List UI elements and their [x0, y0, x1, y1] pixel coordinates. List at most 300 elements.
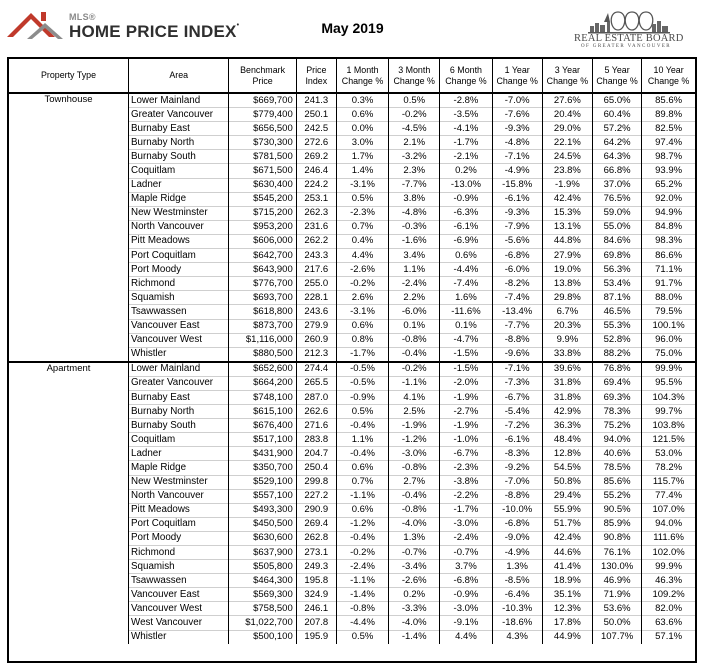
change-1-month-cell: 2.6%: [336, 291, 388, 305]
area-cell: Vancouver East: [129, 588, 229, 602]
price-index-cell: 242.5: [296, 122, 336, 136]
change-1-year-cell: -5.4%: [492, 405, 542, 419]
area-cell: Whistler: [129, 630, 229, 644]
change-5-year-cell: 53.4%: [593, 277, 642, 291]
change-6-month-cell: -2.8%: [440, 93, 492, 108]
change-1-year-cell: -6.0%: [492, 263, 542, 277]
change-3-month-cell: -4.8%: [389, 206, 440, 220]
benchmark-price-cell: $873,700: [229, 319, 296, 333]
change-1-month-cell: 4.4%: [336, 249, 388, 263]
change-1-year-cell: -18.6%: [492, 616, 542, 630]
area-cell: North Vancouver: [129, 489, 229, 503]
change-5-year-cell: 90.8%: [593, 531, 642, 545]
change-3-month-cell: 0.1%: [389, 319, 440, 333]
price-index-cell: 195.8: [296, 574, 336, 588]
change-3-year-cell: 48.4%: [542, 433, 592, 447]
change-10-year-cell: 82.5%: [642, 122, 695, 136]
change-6-month-cell: -4.1%: [440, 122, 492, 136]
price-index-cell: 262.8: [296, 531, 336, 545]
change-1-month-cell: -1.7%: [336, 347, 388, 362]
change-6-month-cell: 3.7%: [440, 560, 492, 574]
col-header-5-year: 5 Year Change %: [593, 59, 642, 93]
area-cell: Burnaby South: [129, 150, 229, 164]
change-5-year-cell: 40.6%: [593, 447, 642, 461]
change-5-year-cell: 90.5%: [593, 503, 642, 517]
change-3-year-cell: 23.8%: [542, 164, 592, 178]
change-5-year-cell: 60.4%: [593, 108, 642, 122]
change-5-year-cell: 88.2%: [593, 347, 642, 362]
area-cell: Maple Ridge: [129, 461, 229, 475]
price-index-cell: 217.6: [296, 263, 336, 277]
change-6-month-cell: -1.5%: [440, 347, 492, 362]
change-5-year-cell: 50.0%: [593, 616, 642, 630]
benchmark-price-cell: $450,500: [229, 517, 296, 531]
change-3-month-cell: -4.5%: [389, 122, 440, 136]
benchmark-price-cell: $880,500: [229, 347, 296, 362]
change-3-month-cell: 1.3%: [389, 531, 440, 545]
benchmark-price-cell: $500,100: [229, 630, 296, 644]
change-3-year-cell: 15.3%: [542, 206, 592, 220]
change-1-month-cell: 0.6%: [336, 503, 388, 517]
area-cell: Port Moody: [129, 531, 229, 545]
change-3-month-cell: -4.0%: [389, 616, 440, 630]
change-10-year-cell: 75.0%: [642, 347, 695, 362]
change-3-year-cell: 29.0%: [542, 122, 592, 136]
change-1-year-cell: 1.3%: [492, 560, 542, 574]
benchmark-price-cell: $464,300: [229, 574, 296, 588]
benchmark-price-cell: $517,100: [229, 433, 296, 447]
change-1-month-cell: -0.4%: [336, 531, 388, 545]
area-cell: Tsawwassen: [129, 574, 229, 588]
change-5-year-cell: 85.6%: [593, 475, 642, 489]
change-3-month-cell: -0.4%: [389, 489, 440, 503]
change-1-year-cell: -8.3%: [492, 447, 542, 461]
change-3-month-cell: -4.0%: [389, 517, 440, 531]
price-index-cell: 212.3: [296, 347, 336, 362]
benchmark-price-cell: $676,400: [229, 419, 296, 433]
change-3-month-cell: -3.3%: [389, 602, 440, 616]
benchmark-price-cell: $779,400: [229, 108, 296, 122]
benchmark-price-cell: $953,200: [229, 220, 296, 234]
change-1-month-cell: -3.1%: [336, 178, 388, 192]
area-cell: Burnaby East: [129, 122, 229, 136]
change-10-year-cell: 96.0%: [642, 333, 695, 347]
change-6-month-cell: -2.1%: [440, 150, 492, 164]
real-estate-board-logo: [574, 8, 684, 50]
change-1-month-cell: 0.5%: [336, 192, 388, 206]
change-6-month-cell: -6.3%: [440, 206, 492, 220]
change-3-month-cell: 2.1%: [389, 136, 440, 150]
change-1-year-cell: -9.3%: [492, 122, 542, 136]
price-index-cell: 204.7: [296, 447, 336, 461]
change-10-year-cell: 103.8%: [642, 419, 695, 433]
change-1-month-cell: 0.6%: [336, 461, 388, 475]
benchmark-price-cell: $730,300: [229, 136, 296, 150]
change-10-year-cell: 86.6%: [642, 249, 695, 263]
area-cell: Greater Vancouver: [129, 376, 229, 390]
area-cell: Coquitlam: [129, 433, 229, 447]
change-6-month-cell: -1.5%: [440, 362, 492, 377]
col-header-area: Area: [129, 59, 229, 93]
price-index-cell: 243.3: [296, 249, 336, 263]
change-6-month-cell: -13.0%: [440, 178, 492, 192]
change-3-year-cell: 17.8%: [542, 616, 592, 630]
change-6-month-cell: -3.5%: [440, 108, 492, 122]
board-subtitle: OF GREATER VANCOUVER: [580, 44, 672, 49]
area-cell: Richmond: [129, 277, 229, 291]
table-header-row: [9, 59, 695, 93]
change-10-year-cell: 95.5%: [642, 376, 695, 390]
change-6-month-cell: -2.2%: [440, 489, 492, 503]
change-5-year-cell: 66.8%: [593, 164, 642, 178]
change-1-year-cell: -7.4%: [492, 291, 542, 305]
change-6-month-cell: -11.6%: [440, 305, 492, 319]
change-1-month-cell: -0.9%: [336, 390, 388, 404]
benchmark-price-cell: $1,022,700: [229, 616, 296, 630]
change-1-year-cell: -7.3%: [492, 376, 542, 390]
area-cell: Tsawwassen: [129, 305, 229, 319]
price-index-cell: 287.0: [296, 390, 336, 404]
change-1-month-cell: -0.8%: [336, 602, 388, 616]
change-1-month-cell: 0.6%: [336, 108, 388, 122]
change-1-month-cell: 1.1%: [336, 433, 388, 447]
price-index-cell: 265.5: [296, 376, 336, 390]
change-5-year-cell: 69.4%: [593, 376, 642, 390]
change-6-month-cell: -3.8%: [440, 475, 492, 489]
area-cell: Pitt Meadows: [129, 503, 229, 517]
benchmark-price-cell: $642,700: [229, 249, 296, 263]
change-10-year-cell: 84.8%: [642, 220, 695, 234]
change-3-year-cell: 42.4%: [542, 531, 592, 545]
col-header-10-year: 10 Year Change %: [642, 59, 695, 93]
benchmark-price-cell: $618,800: [229, 305, 296, 319]
change-1-year-cell: -7.1%: [492, 150, 542, 164]
change-3-year-cell: 12.8%: [542, 447, 592, 461]
change-1-month-cell: 0.5%: [336, 405, 388, 419]
change-3-year-cell: 50.8%: [542, 475, 592, 489]
change-5-year-cell: 69.8%: [593, 249, 642, 263]
change-3-month-cell: 2.2%: [389, 291, 440, 305]
change-3-year-cell: 51.7%: [542, 517, 592, 531]
change-1-month-cell: -2.6%: [336, 263, 388, 277]
change-5-year-cell: 84.6%: [593, 234, 642, 248]
change-5-year-cell: 64.2%: [593, 136, 642, 150]
price-index-cell: 249.3: [296, 560, 336, 574]
change-3-month-cell: -0.8%: [389, 461, 440, 475]
change-3-year-cell: 44.6%: [542, 546, 592, 560]
change-1-month-cell: -0.2%: [336, 277, 388, 291]
area-cell: Port Coquitlam: [129, 517, 229, 531]
benchmark-price-cell: $656,500: [229, 122, 296, 136]
change-6-month-cell: -0.7%: [440, 546, 492, 560]
area-cell: New Westminster: [129, 206, 229, 220]
price-index-cell: 274.4: [296, 362, 336, 377]
change-5-year-cell: 46.5%: [593, 305, 642, 319]
change-3-year-cell: 33.8%: [542, 347, 592, 362]
change-6-month-cell: 4.4%: [440, 630, 492, 644]
change-3-month-cell: 3.4%: [389, 249, 440, 263]
change-3-year-cell: 9.9%: [542, 333, 592, 347]
change-1-year-cell: -9.3%: [492, 206, 542, 220]
change-6-month-cell: 0.2%: [440, 164, 492, 178]
change-5-year-cell: 78.5%: [593, 461, 642, 475]
change-1-month-cell: 3.0%: [336, 136, 388, 150]
logo-mark: •: [236, 22, 240, 29]
benchmark-price-cell: $606,000: [229, 234, 296, 248]
change-3-month-cell: -1.4%: [389, 630, 440, 644]
change-3-year-cell: 55.9%: [542, 503, 592, 517]
change-3-month-cell: -2.4%: [389, 277, 440, 291]
change-1-month-cell: -2.3%: [336, 206, 388, 220]
change-1-year-cell: -6.4%: [492, 588, 542, 602]
benchmark-price-cell: $557,100: [229, 489, 296, 503]
change-5-year-cell: 130.0%: [593, 560, 642, 574]
change-10-year-cell: 77.4%: [642, 489, 695, 503]
change-3-year-cell: -1.9%: [542, 178, 592, 192]
benchmark-price-cell: $431,900: [229, 447, 296, 461]
change-10-year-cell: 107.0%: [642, 503, 695, 517]
board-name: REAL ESTATE BOARD: [574, 33, 684, 44]
change-1-year-cell: -6.8%: [492, 249, 542, 263]
change-3-month-cell: -0.4%: [389, 347, 440, 362]
change-3-year-cell: 35.1%: [542, 588, 592, 602]
benchmark-price-cell: $669,700: [229, 93, 296, 108]
price-index-cell: 260.9: [296, 333, 336, 347]
change-10-year-cell: 89.8%: [642, 108, 695, 122]
change-5-year-cell: 75.2%: [593, 419, 642, 433]
change-5-year-cell: 52.8%: [593, 333, 642, 347]
change-5-year-cell: 76.8%: [593, 362, 642, 377]
change-6-month-cell: -2.7%: [440, 405, 492, 419]
col-header-1-month: 1 Month Change %: [336, 59, 388, 93]
change-5-year-cell: 55.0%: [593, 220, 642, 234]
change-5-year-cell: 57.2%: [593, 122, 642, 136]
benchmark-price-cell: $493,300: [229, 503, 296, 517]
change-5-year-cell: 53.6%: [593, 602, 642, 616]
change-1-year-cell: -8.8%: [492, 333, 542, 347]
change-1-year-cell: -7.0%: [492, 475, 542, 489]
change-1-month-cell: 0.3%: [336, 93, 388, 108]
price-index-cell: 271.6: [296, 419, 336, 433]
change-10-year-cell: 94.9%: [642, 206, 695, 220]
change-1-year-cell: -8.5%: [492, 574, 542, 588]
change-3-year-cell: 54.5%: [542, 461, 592, 475]
change-3-year-cell: 29.4%: [542, 489, 592, 503]
area-cell: Greater Vancouver: [129, 108, 229, 122]
benchmark-price-cell: $643,900: [229, 263, 296, 277]
change-10-year-cell: 79.5%: [642, 305, 695, 319]
price-index-cell: 207.8: [296, 616, 336, 630]
change-1-year-cell: -9.0%: [492, 531, 542, 545]
change-3-year-cell: 39.6%: [542, 362, 592, 377]
change-1-year-cell: -9.6%: [492, 347, 542, 362]
change-3-month-cell: -7.7%: [389, 178, 440, 192]
logo-title: HOME PRICE INDEX•: [69, 22, 240, 41]
mls-trademark: MLS®: [69, 12, 96, 22]
change-1-year-cell: -5.6%: [492, 234, 542, 248]
change-5-year-cell: 71.9%: [593, 588, 642, 602]
col-header-1-year: 1 Year Change %: [492, 59, 542, 93]
price-index-cell: 243.6: [296, 305, 336, 319]
change-10-year-cell: 78.2%: [642, 461, 695, 475]
change-3-month-cell: -0.2%: [389, 362, 440, 377]
change-3-month-cell: -6.0%: [389, 305, 440, 319]
change-1-year-cell: 4.3%: [492, 630, 542, 644]
change-10-year-cell: 99.9%: [642, 362, 695, 377]
change-10-year-cell: 100.1%: [642, 319, 695, 333]
change-3-month-cell: -0.3%: [389, 220, 440, 234]
change-10-year-cell: 63.6%: [642, 616, 695, 630]
change-1-month-cell: -2.4%: [336, 560, 388, 574]
benchmark-price-cell: $350,700: [229, 461, 296, 475]
change-1-month-cell: 0.7%: [336, 475, 388, 489]
change-5-year-cell: 76.5%: [593, 192, 642, 206]
city-skyline-icon: [588, 8, 670, 34]
change-1-year-cell: -6.1%: [492, 192, 542, 206]
change-1-month-cell: -4.4%: [336, 616, 388, 630]
change-10-year-cell: 91.7%: [642, 277, 695, 291]
change-5-year-cell: 87.1%: [593, 291, 642, 305]
change-1-month-cell: 1.4%: [336, 164, 388, 178]
change-3-year-cell: 18.9%: [542, 574, 592, 588]
area-cell: Port Moody: [129, 263, 229, 277]
price-index-cell: 273.1: [296, 546, 336, 560]
change-3-year-cell: 44.8%: [542, 234, 592, 248]
change-6-month-cell: -4.4%: [440, 263, 492, 277]
change-3-month-cell: -3.4%: [389, 560, 440, 574]
benchmark-price-cell: $664,200: [229, 376, 296, 390]
change-5-year-cell: 56.3%: [593, 263, 642, 277]
change-1-year-cell: -10.0%: [492, 503, 542, 517]
area-cell: Coquitlam: [129, 164, 229, 178]
area-cell: New Westminster: [129, 475, 229, 489]
area-cell: Lower Mainland: [129, 362, 229, 377]
change-3-year-cell: 42.4%: [542, 192, 592, 206]
change-6-month-cell: -2.0%: [440, 376, 492, 390]
change-6-month-cell: -2.4%: [440, 531, 492, 545]
change-10-year-cell: 92.0%: [642, 192, 695, 206]
hpi-table-frame: [7, 57, 697, 663]
price-index-cell: 262.3: [296, 206, 336, 220]
change-1-year-cell: -9.2%: [492, 461, 542, 475]
change-3-year-cell: 22.1%: [542, 136, 592, 150]
change-10-year-cell: 97.4%: [642, 136, 695, 150]
change-3-year-cell: 12.3%: [542, 602, 592, 616]
hpi-table: [9, 59, 695, 644]
benchmark-price-cell: $715,200: [229, 206, 296, 220]
change-3-year-cell: 42.9%: [542, 405, 592, 419]
change-3-year-cell: 6.7%: [542, 305, 592, 319]
property-type-cell: Apartment: [9, 362, 129, 644]
price-index-cell: 290.9: [296, 503, 336, 517]
report-header: [0, 0, 705, 56]
change-3-month-cell: 4.1%: [389, 390, 440, 404]
change-10-year-cell: 99.7%: [642, 405, 695, 419]
area-cell: West Vancouver: [129, 616, 229, 630]
area-cell: Pitt Meadows: [129, 234, 229, 248]
change-10-year-cell: 98.7%: [642, 150, 695, 164]
change-1-year-cell: -7.7%: [492, 319, 542, 333]
change-1-year-cell: -7.0%: [492, 93, 542, 108]
col-header-3-month: 3 Month Change %: [389, 59, 440, 93]
benchmark-price-cell: $529,100: [229, 475, 296, 489]
benchmark-price-cell: $776,700: [229, 277, 296, 291]
change-6-month-cell: -6.7%: [440, 447, 492, 461]
change-1-year-cell: -8.8%: [492, 489, 542, 503]
price-index-cell: 195.9: [296, 630, 336, 644]
change-1-year-cell: -13.4%: [492, 305, 542, 319]
change-1-month-cell: -0.5%: [336, 376, 388, 390]
area-cell: Richmond: [129, 546, 229, 560]
change-1-year-cell: -7.9%: [492, 220, 542, 234]
change-1-year-cell: -6.7%: [492, 390, 542, 404]
change-1-month-cell: 0.7%: [336, 220, 388, 234]
area-cell: Maple Ridge: [129, 192, 229, 206]
change-3-year-cell: 31.8%: [542, 376, 592, 390]
benchmark-price-cell: $630,600: [229, 531, 296, 545]
change-5-year-cell: 55.2%: [593, 489, 642, 503]
change-3-month-cell: -3.2%: [389, 150, 440, 164]
change-1-year-cell: -8.2%: [492, 277, 542, 291]
change-10-year-cell: 115.7%: [642, 475, 695, 489]
change-3-month-cell: -0.2%: [389, 108, 440, 122]
change-3-year-cell: 27.6%: [542, 93, 592, 108]
change-3-year-cell: 27.9%: [542, 249, 592, 263]
change-10-year-cell: 111.6%: [642, 531, 695, 545]
change-3-year-cell: 13.1%: [542, 220, 592, 234]
change-5-year-cell: 78.3%: [593, 405, 642, 419]
change-10-year-cell: 109.2%: [642, 588, 695, 602]
change-1-year-cell: -4.9%: [492, 546, 542, 560]
area-cell: Squamish: [129, 560, 229, 574]
change-6-month-cell: -6.8%: [440, 574, 492, 588]
benchmark-price-cell: $693,700: [229, 291, 296, 305]
area-cell: Vancouver West: [129, 333, 229, 347]
change-6-month-cell: -3.0%: [440, 602, 492, 616]
change-3-year-cell: 36.3%: [542, 419, 592, 433]
change-6-month-cell: -0.9%: [440, 588, 492, 602]
col-header-benchmark-price: Benchmark Price: [229, 59, 296, 93]
change-10-year-cell: 94.0%: [642, 517, 695, 531]
change-3-month-cell: 0.2%: [389, 588, 440, 602]
change-1-month-cell: -0.4%: [336, 419, 388, 433]
change-3-year-cell: 41.4%: [542, 560, 592, 574]
change-10-year-cell: 102.0%: [642, 546, 695, 560]
change-3-month-cell: -1.6%: [389, 234, 440, 248]
change-1-month-cell: -0.4%: [336, 447, 388, 461]
change-10-year-cell: 85.6%: [642, 93, 695, 108]
benchmark-price-cell: $1,116,000: [229, 333, 296, 347]
change-3-year-cell: 20.4%: [542, 108, 592, 122]
report-period: May 2019: [321, 20, 384, 36]
area-cell: Port Coquitlam: [129, 249, 229, 263]
change-6-month-cell: -1.9%: [440, 419, 492, 433]
change-10-year-cell: 57.1%: [642, 630, 695, 644]
area-cell: Lower Mainland: [129, 93, 229, 108]
area-cell: Burnaby North: [129, 136, 229, 150]
change-10-year-cell: 53.0%: [642, 447, 695, 461]
benchmark-price-cell: $671,500: [229, 164, 296, 178]
price-index-cell: 246.4: [296, 164, 336, 178]
change-1-month-cell: -1.1%: [336, 489, 388, 503]
change-6-month-cell: -7.4%: [440, 277, 492, 291]
benchmark-price-cell: $569,300: [229, 588, 296, 602]
price-index-cell: 283.8: [296, 433, 336, 447]
change-6-month-cell: -6.9%: [440, 234, 492, 248]
change-3-year-cell: 19.0%: [542, 263, 592, 277]
change-1-month-cell: -1.1%: [336, 574, 388, 588]
change-3-month-cell: 0.5%: [389, 93, 440, 108]
